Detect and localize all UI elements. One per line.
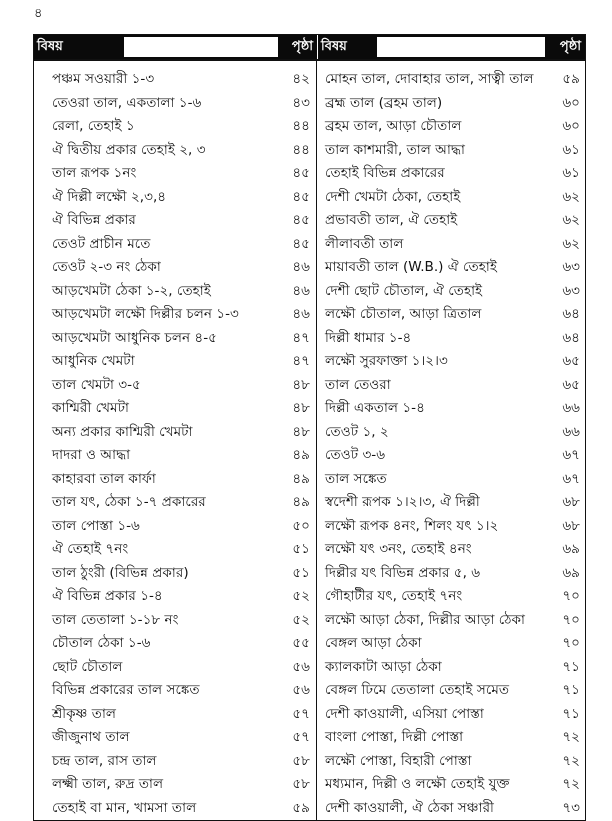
toc-entry [34,468,316,492]
toc-entry [317,233,585,257]
toc-entry [34,538,316,562]
entry-subject: ঐ দ্বিতীয় প্রকার তেহাই ২, ৩ [52,141,206,158]
entry-subject: লক্ষ্মী তাল, রুদ্র তাল [52,776,164,793]
entry-subject: তেহাই বা মান, খামসা তাল [52,799,197,816]
entry-page-number: ৫১ [292,541,310,558]
toc-entry [34,750,316,774]
entry-page-number: ৫৯ [292,799,310,816]
toc-entry [34,374,316,398]
entry-subject: ব্রহম তাল, আড়া চৌতাল [325,118,462,135]
entry-page-number: ৬৬ [562,400,580,417]
header-spacer [124,37,278,57]
toc-entry [34,115,316,139]
entry-subject: আড়খেমটা ঠেকা ১-২, তেহাই [52,282,211,299]
entry-page-number: ৬২ [562,188,580,205]
entry-subject: বাংলা পোস্তা, দিল্লী পোস্তা [325,729,464,746]
entry-page-number: ৬২ [562,212,580,229]
entry-page-number: ৬৭ [562,447,580,464]
entry-subject: দিল্লী ধামার ১-৪ [325,329,412,346]
right-subject-header: বিষয় [317,35,377,59]
entry-subject: আড়খেমটা আধুনিক চলন ৪-৫ [52,329,217,346]
entry-page-number: ৪৫ [292,188,310,205]
toc-entry [317,656,585,680]
toc-entry [317,444,585,468]
entry-page-number: ৬৪ [562,329,580,346]
entry-page-number: ৬৮ [562,517,580,534]
entry-page-number: ৬৪ [562,306,580,323]
entry-page-number: ৬০ [562,118,580,135]
entry-page-number: ৬৩ [562,282,580,299]
entry-page-number: ৬৮ [562,494,580,511]
entry-subject: লীলাবতী তাল [325,235,404,252]
entry-subject: বেঙ্গল ঢিমে তেতালা তেহাই সমেত [325,682,510,699]
entry-page-number: ৬২ [562,235,580,252]
toc-entry [317,491,585,515]
entry-page-number: ৫৭ [292,729,310,746]
left-page-header: পৃষ্ঠা [291,38,313,54]
entry-page-number: ৭১ [562,658,580,675]
toc-entry [34,609,316,633]
entry-subject: গৌহাটীর যৎ, তেহাই ৭নং [325,588,463,605]
toc-entry [317,350,585,374]
entry-page-number: ৫৫ [292,635,310,652]
toc-entry [317,162,585,186]
toc-entry [317,209,585,233]
toc-entry [317,726,585,750]
toc-entry [317,139,585,163]
entry-subject: তাল তেতালা ১-১৮ নং [52,611,179,628]
toc-entry [34,162,316,186]
toc-entry [317,256,585,280]
toc-entry [317,515,585,539]
toc-entry [34,726,316,750]
entry-subject: তেওট ৩-৬ [325,447,386,464]
entry-page-number: ৪৭ [292,329,310,346]
entry-subject: মধ্যমান, দিল্লী ও লক্ষৌ তেহাই যুক্ত [325,776,510,793]
entry-subject: ঐ বিভিন্ন প্রকার ১-৪ [52,588,163,605]
entry-subject: দাদরা ও আদ্ধা [52,447,131,464]
entry-page-number: ৪৬ [292,306,310,323]
entry-subject: তাল যৎ, ঠেকা ১-৭ প্রকারের [52,494,206,511]
entry-page-number: ৪৩ [292,94,310,111]
entry-subject: প্রভাবতী তাল, ঐ তেহাই [325,212,458,229]
entry-page-number: ৫৬ [292,682,310,699]
page-number: ৪ [34,6,43,21]
entry-subject: কাহারবা তাল কার্ফা [52,470,156,487]
left-subject-header: বিষয় [37,38,63,54]
toc-entry [317,679,585,703]
entry-subject: তাল ঠুংরী (বিভিন্ন প্রকার) [52,564,189,581]
entry-page-number: ৬৫ [562,376,580,393]
entry-subject: বেঙ্গল আড়া ঠেকা [325,635,422,652]
toc-entry [34,797,316,821]
entry-subject: তেওট প্রাচীন মতে [52,235,151,252]
toc-entry [34,92,316,116]
entry-page-number: ৬৩ [562,259,580,276]
entry-page-number: ৪৯ [292,470,310,487]
entry-subject: শ্রীকৃষ্ণ তাল [52,705,117,722]
toc-entry [317,186,585,210]
toc-entry [317,468,585,492]
entry-subject: দেশী কাওয়ালী, ঐ ঠেকা সঞ্চারী [325,799,494,816]
toc-entry [317,797,585,821]
toc-entry [34,656,316,680]
entry-page-number: ৬৯ [562,564,580,581]
entry-page-number: ৭০ [562,588,580,605]
entry-page-number: ৬০ [562,94,580,111]
entry-page-number: ৭১ [562,705,580,722]
toc-entry [317,750,585,774]
entry-subject: বিভিন্ন প্রকারের তাল সঙ্কেত [52,682,200,699]
entry-subject: তেহাই বিভিন্ন প্রকারের [325,165,445,182]
entry-subject: দিল্লীর যৎ বিভিন্ন প্রকার ৫, ৬ [325,564,481,581]
left-column [34,61,317,820]
toc-entry [317,703,585,727]
toc-entry [317,115,585,139]
entry-page-number: ৪৪ [292,141,310,158]
entry-page-number: ৫২ [292,611,310,628]
entry-page-number: ৫৬ [292,658,310,675]
entry-page-number: ৪৯ [292,494,310,511]
entry-page-number: ৬৭ [562,470,580,487]
toc-entry [34,679,316,703]
header-spacer [377,37,545,57]
entry-page-number: ৪২ [292,71,310,88]
toc-entry [317,773,585,797]
toc-entry [317,562,585,586]
entry-subject: তাল পোস্তা ১-৬ [52,517,140,534]
entry-page-number: ৪৮ [292,376,310,393]
entry-page-number: ৪৬ [292,282,310,299]
entry-page-number: ৪৫ [292,235,310,252]
toc-entry [34,397,316,421]
entry-subject: চন্দ্র তাল, রাস তাল [52,752,157,769]
entry-page-number: ৭০ [562,635,580,652]
toc-entry [317,632,585,656]
toc-entry [34,256,316,280]
toc-entry [34,68,316,92]
entry-subject: তেওট ১, ২ [325,423,389,440]
toc-entry [317,92,585,116]
entry-subject: তাল খেমটা ৩-৫ [52,376,141,393]
entry-subject: তাল সঙ্কেত [325,470,387,487]
entry-subject: লক্ষৌ সুরফাক্তা ১।২।৩ [325,353,448,370]
toc-entry [317,280,585,304]
table-of-contents [33,34,586,821]
toc-entry [317,303,585,327]
entry-subject: লক্ষৌ আড়া ঠেকা, দিল্লীর আড়া ঠেকা [325,611,525,628]
entry-page-number: ৬১ [562,141,580,158]
entry-subject: ঐ বিভিন্ন প্রকার [52,212,136,229]
entry-subject: জীজুনাথ তাল [52,729,130,746]
toc-entry [34,491,316,515]
entry-page-number: ৪৬ [292,259,310,276]
entry-subject: তাল কাশমারী, তাল আদ্ধা [325,141,465,158]
toc-entry [317,374,585,398]
toc-entry [34,303,316,327]
entry-subject: ব্রহ্ম তাল (ব্রহম তাল) [325,94,443,111]
entry-subject: স্বদেশী রূপক ১।২।৩, ঐ দিল্লী [325,494,480,511]
entry-page-number: ৭২ [562,776,580,793]
entry-page-number: ৫৮ [292,752,310,769]
entry-subject: দেশী ছোট চৌতাল, ঐ তেহাই [325,282,483,299]
entry-page-number: ৫১ [292,564,310,581]
entry-subject: লক্ষৌ চৌতাল, আড়া ত্রিতাল [325,306,482,323]
table-header [34,35,585,61]
entry-page-number: ৫৭ [292,705,310,722]
entry-page-number: ৬৬ [562,423,580,440]
entry-subject: ছোট চৌতাল [52,658,123,675]
toc-entry [34,350,316,374]
toc-entry [34,444,316,468]
entry-page-number: ৭১ [562,682,580,699]
entry-subject: লক্ষৌ রূপক ৪নং, শিলং যৎ ১।২ [325,517,499,534]
entry-subject: চৌতাল ঠেকা ১-৬ [52,635,151,652]
entry-page-number: ৪৫ [292,212,310,229]
table-body [34,61,585,820]
entry-page-number: ৪৮ [292,423,310,440]
entry-page-number: ৭০ [562,611,580,628]
entry-page-number: ৬১ [562,165,580,182]
toc-entry [34,515,316,539]
entry-page-number: ৪৪ [292,118,310,135]
toc-entry [317,609,585,633]
entry-page-number: ৭২ [562,752,580,769]
entry-subject: ক্যালকাটা আড়া ঠেকা [325,658,442,675]
toc-entry [34,421,316,445]
toc-entry [317,68,585,92]
entry-subject: তেওট ২-৩ নং ঠেকা [52,259,161,276]
toc-entry [317,327,585,351]
toc-entry [317,538,585,562]
entry-subject: আড়খেমটা লক্ষৌ দিল্লীর চলন ১-৩ [52,306,239,323]
entry-subject: ঐ তেহাই ৭নং [52,541,129,558]
toc-entry [34,703,316,727]
entry-page-number: ৬৫ [562,353,580,370]
entry-subject: কাশ্মিরী খেমটা [52,400,129,417]
toc-entry [34,186,316,210]
toc-entry [34,562,316,586]
entry-subject: লক্ষৌ যৎ ৩নং, তেহাই ৪নং [325,541,472,558]
toc-entry [34,585,316,609]
entry-subject: আধুনিক খেমটা [52,353,135,370]
toc-entry [34,327,316,351]
toc-entry [34,280,316,304]
entry-subject: রেলা, তেহাই ১ [52,118,135,135]
toc-entry [34,209,316,233]
entry-page-number: ৬৯ [562,541,580,558]
entry-page-number: ৪৯ [292,447,310,464]
toc-entry [34,139,316,163]
entry-page-number: ৫০ [292,517,310,534]
toc-entry [34,233,316,257]
entry-page-number: ৫৮ [292,776,310,793]
entry-subject: অন্য প্রকার কাশ্মিরী খেমটা [52,423,193,440]
entry-subject: দেশী কাওয়ালী, এসিয়া পোস্তা [325,705,484,722]
entry-page-number: ৫৯ [562,71,580,88]
entry-page-number: ৭৩ [562,799,580,816]
toc-entry [317,421,585,445]
entry-page-number: ৫২ [292,588,310,605]
entry-subject: দেশী খেমটা ঠেকা, তেহাই [325,188,461,205]
entry-page-number: ৪৭ [292,353,310,370]
entry-subject: দিল্লী একতাল ১-৪ [325,400,425,417]
toc-entry [317,397,585,421]
toc-entry [317,585,585,609]
entry-page-number: ৪৮ [292,400,310,417]
entry-page-number: ৭২ [562,729,580,746]
entry-page-number: ৪৫ [292,165,310,182]
entry-subject: তাল রূপক ১নং [52,165,137,182]
toc-entry [34,773,316,797]
toc-entry [34,632,316,656]
entry-subject: তাল তেওরা [325,376,391,393]
entry-subject: তেওরা তাল, একতালা ১-৬ [52,94,202,111]
right-page-header: পৃষ্ঠা [559,38,581,54]
entry-subject: পঞ্চম সওয়ারী ১-৩ [52,71,155,88]
entry-subject: ঐ দিল্লী লক্ষৌ ২,৩,৪ [52,188,167,205]
entry-subject: মোহন তাল, দোবাহার তাল, সাত্বী তাল [325,71,534,88]
entry-subject: মায়াবতী তাল (W.B.) ঐ তেহাই [325,259,497,276]
entry-subject: লক্ষৌ পোস্তা, বিহারী পোস্তা [325,752,472,769]
right-column [317,61,585,820]
